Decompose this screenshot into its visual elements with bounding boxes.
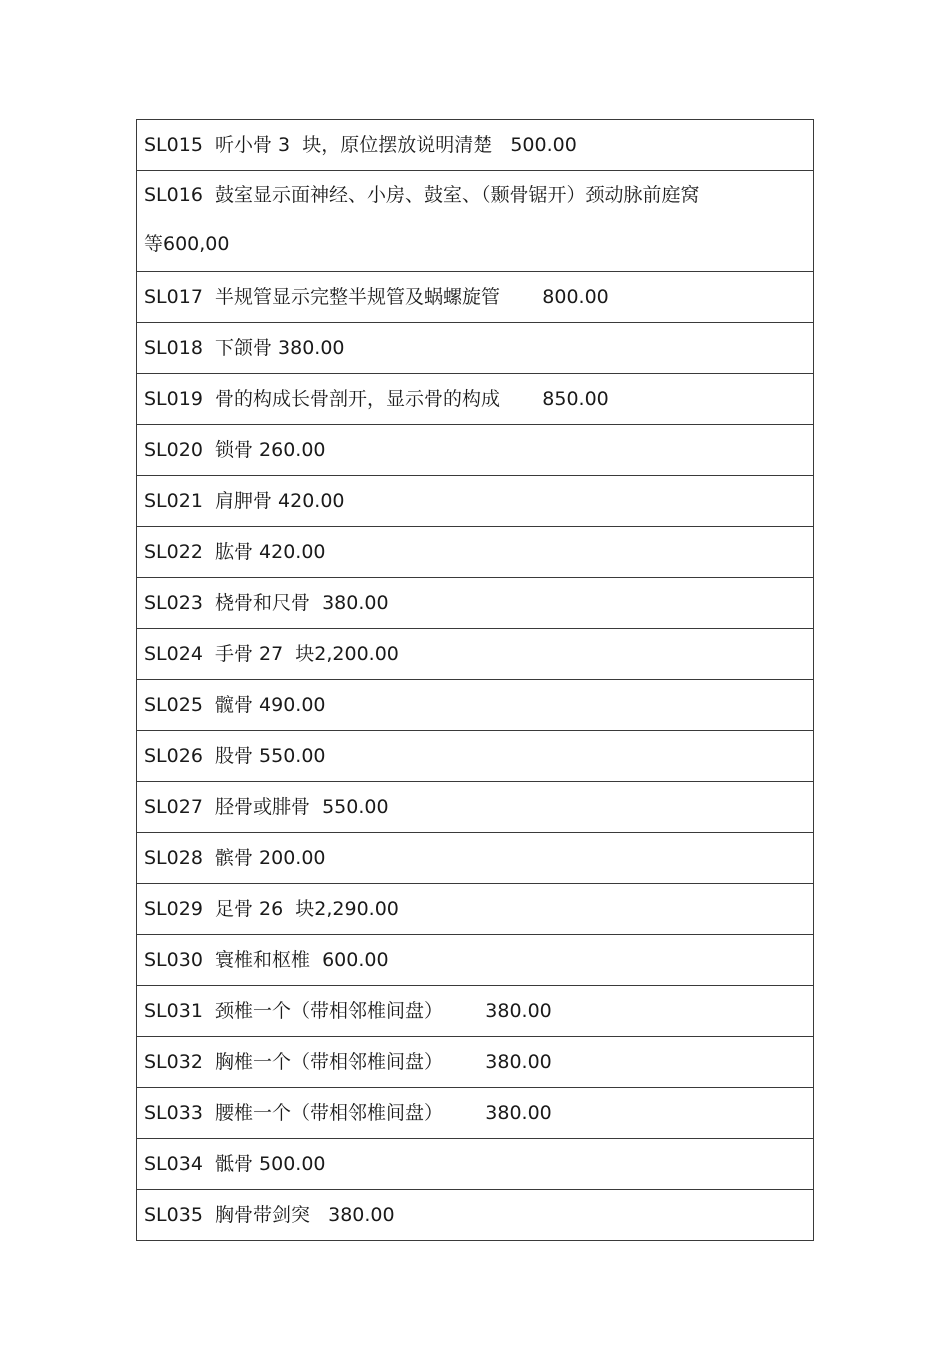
row-text: SL031 颈椎一个（带相邻椎间盘） 380.00 (144, 1000, 552, 1022)
price-table (136, 119, 814, 1241)
table-row (137, 680, 813, 731)
table-row (137, 578, 813, 629)
row-text: SL028 髌骨 200.00 (144, 847, 326, 869)
row-text: SL034 骶骨 500.00 (144, 1153, 326, 1175)
table-row (137, 884, 813, 935)
table-row (137, 323, 813, 374)
table-row (137, 527, 813, 578)
row-text: SL032 胸椎一个（带相邻椎间盘） 380.00 (144, 1051, 552, 1073)
row-text: SL023 桡骨和尺骨 380.00 (144, 592, 389, 614)
table-row (137, 986, 813, 1037)
table-row (137, 1037, 813, 1088)
row-text: SL025 髋骨 490.00 (144, 694, 326, 716)
table-row (137, 1190, 813, 1241)
row-text: SL015 听小骨 3 块，原位摆放说明清楚 500.00 (144, 134, 577, 156)
table-row (137, 833, 813, 884)
row-text: SL030 寰椎和枢椎 600.00 (144, 949, 389, 971)
table-row (137, 476, 813, 527)
row-text: SL017 半规管显示完整半规管及蜗螺旋管 800.00 (144, 286, 609, 308)
table-row (137, 782, 813, 833)
table-row (137, 272, 813, 323)
row-text: SL033 腰椎一个（带相邻椎间盘） 380.00 (144, 1102, 552, 1124)
table-row (137, 935, 813, 986)
row-text: SL020 锁骨 260.00 (144, 439, 326, 461)
table-row (137, 1139, 813, 1190)
table-row (137, 374, 813, 425)
row-text: SL024 手骨 27 块2,200.00 (144, 643, 399, 665)
row-text: SL018 下颌骨 380.00 (144, 337, 345, 359)
table-row (137, 731, 813, 782)
row-text: SL029 足骨 26 块2,290.00 (144, 898, 399, 920)
table-row (137, 425, 813, 476)
row-text: SL026 股骨 550.00 (144, 745, 326, 767)
table-row (137, 171, 813, 272)
row-text: SL016 鼓室显示面神经、小房、鼓室、（颞骨锯开）颈动脉前庭窝 等600,00 (144, 184, 700, 255)
table-row (137, 1088, 813, 1139)
row-text: SL035 胸骨带剑突 380.00 (144, 1204, 395, 1226)
row-text: SL021 肩胛骨 420.00 (144, 490, 345, 512)
table-row (137, 120, 813, 171)
row-text: SL019 骨的构成长骨剖开，显示骨的构成 850.00 (144, 388, 609, 410)
row-text: SL022 肱骨 420.00 (144, 541, 326, 563)
row-text: SL027 胫骨或腓骨 550.00 (144, 796, 389, 818)
table-row (137, 629, 813, 680)
